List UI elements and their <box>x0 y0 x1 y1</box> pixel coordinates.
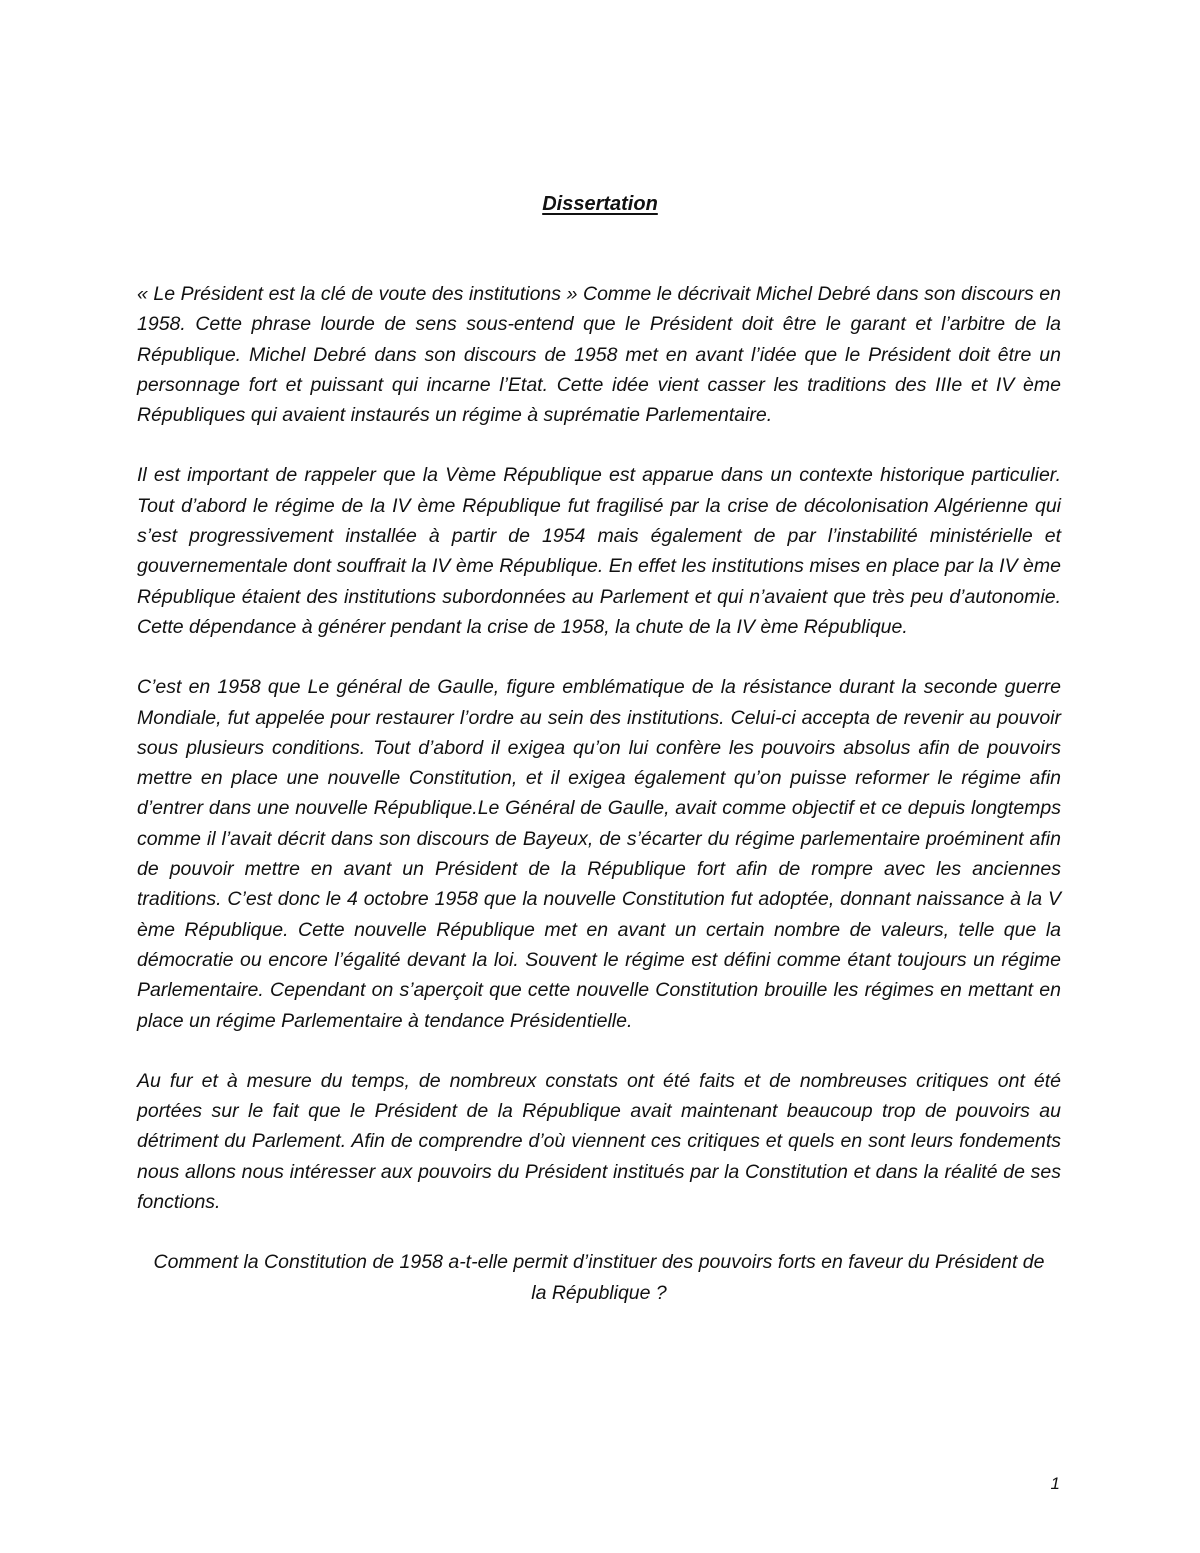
paragraph-de-gaulle: C’est en 1958 que Le général de Gaulle, figure emblématique de la résistance durant la seconde guerre Mondiale, fut appelée pour restaurer l’ordre au sein des institutions. Celui-ci accepta de revenir au pouvoir sous plusieurs conditions. Tout d’abord il exigea qu’on lui confère les pouvoirs absolus afin de pouvoirs mettre en place une nouvelle Constitution, et il exigea également qu’on puisse reformer le régime afin d’entrer dans une nouvelle République.Le Général de Gaulle, avait comme objectif et ce depuis longtemps comme il l’avait décrit dans son discours de Bayeux, de s’écarter du régime parlementaire proéminent afin de pouvoir mettre en avant un Président de la République fort afin de rompre avec les anciennes traditions. C’est donc le 4 octobre 1958 que la nouvelle Constitution fut adoptée, donnant naissance à la V ème République. Cette nouvelle République met en avant un certain nombre de valeurs, telle que la démocratie ou encore l’égalité devant la loi. Souvent le régime est défini comme étant toujours un régime Parlementaire. Cependant on s’aperçoit que cette nouvelle Constitution brouille les régimes en mettant en place un régime Parlementaire à tendance Présidentielle. <box>137 676 1061 1032</box>
paragraph-critiques: Au fur et à mesure du temps, de nombreux constats ont été faits et de nombreuses critiques ont été portées sur le fait que le Président de la République avait maintenant beaucoup trop de pouvoirs au détriment du Parlement. Afin de comprendre d’où viennent ces critiques et quels en sont leurs fondements nous allons nous intéresser aux pouvoirs du Président institués par la Constitution et dans la réalité de ses fonctions. <box>137 1069 1061 1214</box>
document-body <box>137 279 1061 1308</box>
problematic-question: Comment la Constitution de 1958 a-t-elle permit d’instituer des pouvoirs forts en faveur du Président de la République ? <box>153 1251 1045 1304</box>
page-number: 1 <box>1050 1474 1060 1493</box>
page-title: Dissertation <box>542 193 658 215</box>
paragraph-introduction: « Le Président est la clé de voute des institutions » Comme le décrivait Michel Debré dans son discours en 1958. Cette phrase lourde de sens sous-entend que le Président doit être le garant et l’arbitre de la République. Michel Debré dans son discours de 1958 met en avant l’idée que le Président doit être un personnage fort et puissant qui incarne l’Etat. Cette idée vient casser les traditions des IIIe et IV ème Républiques qui avaient instaurés un régime à suprématie Parlementaire. <box>137 283 1061 427</box>
paragraph-historical-context: Il est important de rappeler que la Vème République est apparue dans un contexte historique particulier. Tout d’abord le régime de la IV ème République fut fragilisé par la crise de décolonisation Algérienne qui s’est progressivement installée à partir de 1954 mais également de par l’instabilité ministérielle et gouvernementale dont souffrait la IV ème République. En effet les institutions mises en place par la IV ème République étaient des institutions subordonnées au Parlement et qui n’avaient que très peu d’autonomie. Cette dépendance à générer pendant la crise de 1958, la chute de la IV ème République. <box>137 464 1061 638</box>
